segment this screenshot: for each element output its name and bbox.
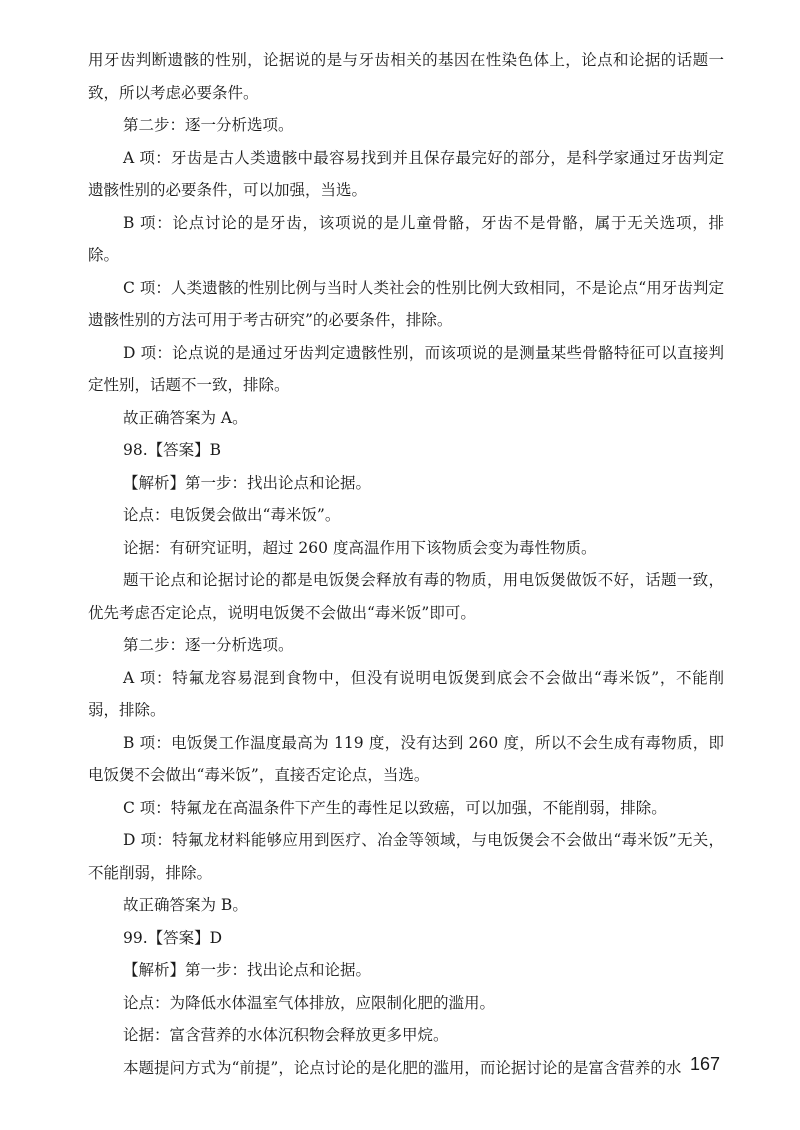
answer-heading-99: 99.【答案】D [123,928,223,947]
paragraph-16: D 项：特氟龙材料能够应用到医疗、冶金等领域，与电饭煲会不会做出“毒米饭”无关，不能削弱，排除。 [88,831,724,882]
paragraph-6: 故正确答案为 A。 [123,408,248,427]
paragraph-15: C 项：特氟龙在高温条件下产生的毒性足以致癌，可以加强，不能削弱，排除。 [123,798,667,817]
paragraph-0: 用牙齿判断遗骸的性别，论据说的是与牙齿相关的基因在性染色体上，论点和论据的话题一致，所以考虑必要条件。 [88,51,724,102]
paragraph-13: A 项：特氟龙容易混到食物中，但没有说明电饭煲到底会不会做出“毒米饭”，不能削弱，排除。 [88,668,724,719]
paragraph-14: B 项：电饭煲工作温度最高为 119 度，没有达到 260 度，所以不会生成有毒物质，即电饭煲不会做出“毒米饭”，直接否定论点，当选。 [88,733,724,784]
paragraph-10: 论据：有研究证明，超过 260 度高温作用下该物质会变为毒性物质。 [123,538,597,557]
paragraph-22: 本题提问方式为“前提”，论点讨论的是化肥的滥用，而论据讨论的是富含营养的水 [123,1058,682,1077]
analysis-heading-99: 【解析】第一步：找出论点和论据。 [123,961,372,979]
paragraph-9: 论点：电饭煲会做出“毒米饭”。 [123,506,341,524]
answer-heading-98: 98.【答案】B [123,441,222,459]
paragraph-12: 第二步：逐一分析选项。 [123,636,294,654]
paragraph-17: 故正确答案为 B。 [123,896,248,914]
paragraph-11: 题干论点和论据讨论的都是电饭煲会释放有毒的物质，用电饭煲做饭不好，话题一致，优先考虑否定论点，说明电饭煲不会做出“毒米饭”即可。 [88,571,724,622]
document-body [88,44,724,1084]
paragraph-21: 论据：富含营养的水体沉积物会释放更多甲烷。 [123,1026,449,1044]
analysis-heading-98: 【解析】第一步：找出论点和论据。 [123,473,372,492]
paragraph-3: B 项：论点讨论的是牙齿，该项说的是儿童骨骼，牙齿不是骨骼，属于无关选项，排除。 [88,213,724,264]
paragraph-1: 第二步：逐一分析选项。 [123,116,294,134]
paragraph-2: A 项：牙齿是古人类遗骸中最容易找到并且保存最完好的部分，是科学家通过牙齿判定遗骸性别的必要条件，可以加强，当选。 [88,148,724,199]
paragraph-20: 论点：为降低水体温室气体排放，应限制化肥的滥用。 [123,993,496,1012]
page-number: 167 [689,1054,720,1074]
paragraph-4: C 项：人类遗骸的性别比例与当时人类社会的性别比例大致相同，不是论点“用牙齿判定遗骸性别的方法可用于考古研究”的必要条件，排除。 [88,278,724,329]
paragraph-5: D 项：论点说的是通过牙齿判定遗骸性别，而该项说的是测量某些骨骼特征可以直接判定性别，话题不一致，排除。 [88,343,724,394]
